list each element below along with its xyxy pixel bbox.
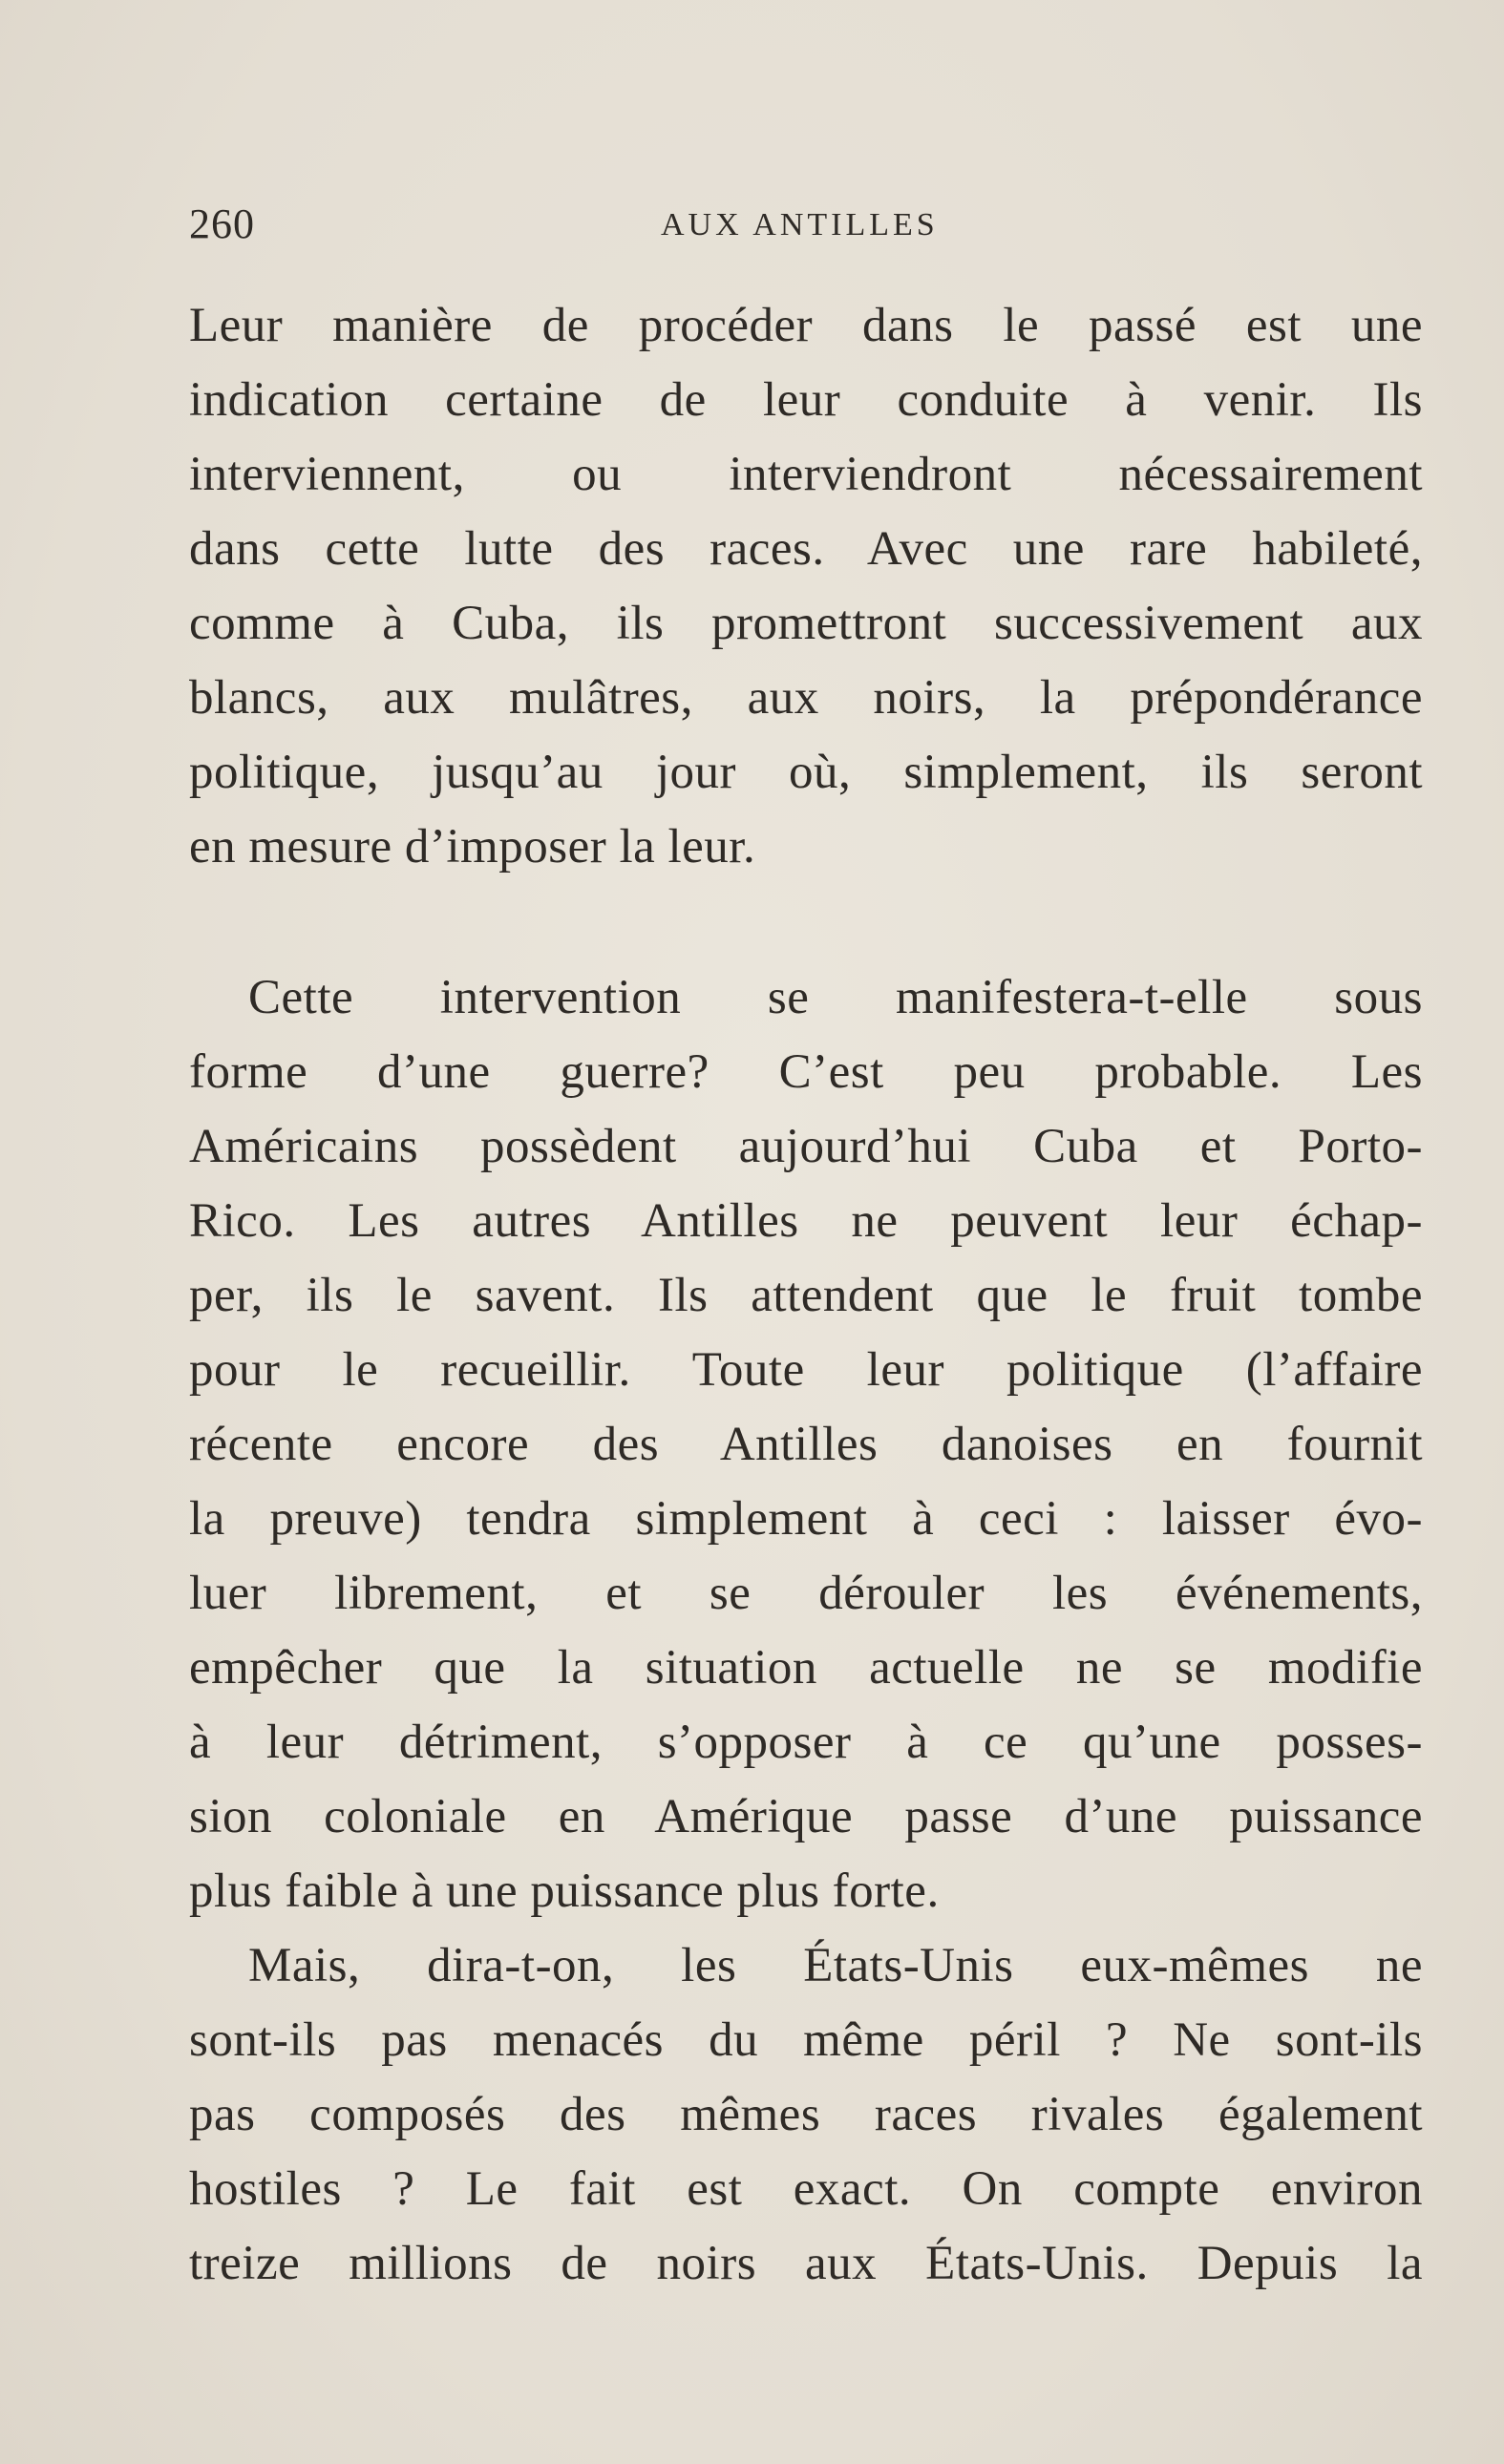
text-line: Cette intervention se manifestera-t-elle sous bbox=[248, 971, 1423, 1024]
text-line: interviennent, ou interviendront nécessairement bbox=[189, 448, 1423, 501]
text-line: sion coloniale en Amérique passe d’une puissance bbox=[189, 1790, 1423, 1843]
text-line: Rico. Les autres Antilles ne peuvent leur échap- bbox=[189, 1194, 1423, 1248]
text-line: sont-ils pas menacés du même péril ? Ne sont-ils bbox=[189, 2013, 1423, 2067]
text-line: en mesure d’imposer la leur. bbox=[189, 820, 756, 874]
text-line: empêcher que la situation actuelle ne se modifie bbox=[189, 1641, 1423, 1695]
paragraph bbox=[189, 1928, 1423, 2301]
paragraph-gap bbox=[189, 884, 1423, 960]
text-line: luer librement, et se dérouler les événements, bbox=[189, 1567, 1423, 1620]
text-line: hostiles ? Le fait est exact. On compte environ bbox=[189, 2162, 1423, 2216]
page-number: 260 bbox=[189, 200, 255, 247]
text-line: la preuve) tendra simplement à ceci : laisser évo- bbox=[189, 1492, 1423, 1546]
text-line: Leur manière de procéder dans le passé est une bbox=[189, 299, 1423, 352]
text-line: pour le recueillir. Toute leur politique (l’affaire bbox=[189, 1343, 1423, 1397]
text-line: comme à Cuba, ils promettront successivement aux bbox=[189, 597, 1423, 650]
running-head bbox=[189, 196, 1423, 253]
text-line: Mais, dira-t-on, les États-Unis eux-mêmes ne bbox=[248, 1939, 1423, 1992]
text-line: indication certaine de leur conduite à venir. Ils bbox=[189, 373, 1423, 427]
body-text bbox=[189, 288, 1423, 2301]
text-line: forme d’une guerre? C’est peu probable. Les bbox=[189, 1045, 1423, 1099]
text-line: blancs, aux mulâtres, aux noirs, la prépondérance bbox=[189, 671, 1423, 725]
paragraph bbox=[189, 288, 1423, 884]
text-line: politique, jusqu’au jour où, simplement, ils seront bbox=[189, 746, 1423, 799]
text-line: pas composés des mêmes races rivales également bbox=[189, 2088, 1423, 2141]
text-line: à leur détriment, s’opposer à ce qu’une posses- bbox=[189, 1716, 1423, 1769]
paragraph bbox=[189, 960, 1423, 1928]
text-line: Américains possèdent aujourd’hui Cuba et Porto- bbox=[189, 1120, 1423, 1173]
text-line: plus faible à une puissance plus forte. bbox=[189, 1864, 940, 1918]
text-line: récente encore des Antilles danoises en fournit bbox=[189, 1418, 1423, 1471]
running-title: AUX ANTILLES bbox=[661, 207, 939, 242]
text-line: per, ils le savent. Ils attendent que le fruit tombe bbox=[189, 1269, 1423, 1322]
text-line: treize millions de noirs aux États-Unis. Depuis la bbox=[189, 2237, 1423, 2290]
text-line: dans cette lutte des races. Avec une rare habileté, bbox=[189, 522, 1423, 576]
